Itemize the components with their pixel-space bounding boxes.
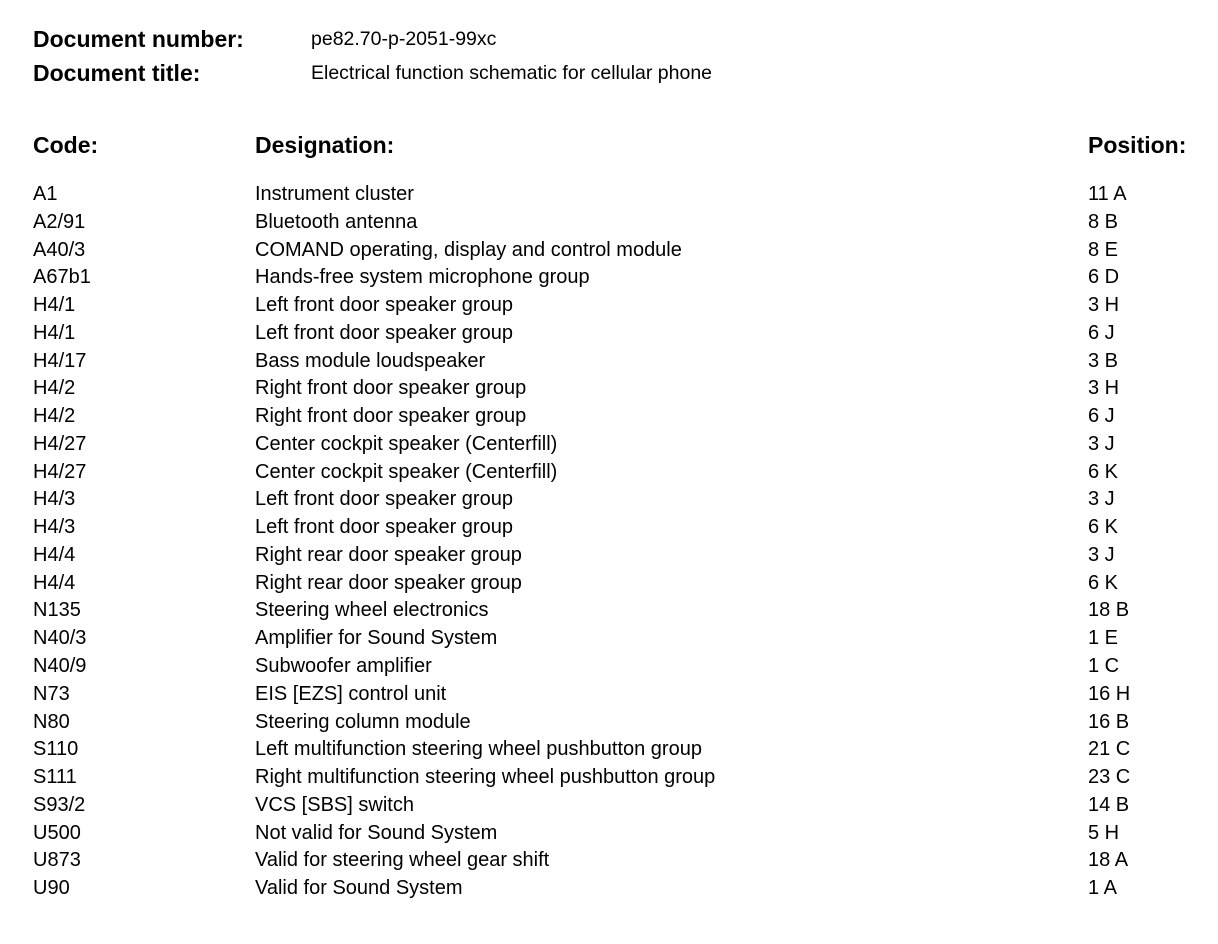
designation-cell: Steering wheel electronics — [255, 599, 489, 622]
table-row — [0, 820, 1218, 848]
code-cell: A2/91 — [33, 210, 86, 233]
position-cell: 14 B — [1088, 793, 1130, 816]
document-title-label: Document title: — [33, 60, 201, 86]
code-cell: H4/27 — [33, 432, 87, 455]
designation-cell: VCS [SBS] switch — [255, 793, 414, 816]
table-row — [0, 237, 1218, 265]
position-cell: 3 H — [1088, 377, 1120, 400]
code-cell: A40/3 — [33, 238, 86, 261]
position-cell: 21 C — [1088, 738, 1131, 761]
position-cell: 18 A — [1088, 849, 1129, 872]
code-cell: S111 — [33, 766, 77, 789]
designation-cell: Left multifunction steering wheel pushbutton group — [255, 738, 702, 761]
position-cell: 1 A — [1088, 877, 1117, 900]
position-cell: 16 B — [1088, 710, 1130, 733]
designation-cell: Bluetooth antenna — [255, 210, 418, 233]
document-title-value: Electrical function schematic for cellular phone — [311, 62, 713, 84]
code-cell: H4/4 — [33, 571, 76, 594]
position-cell: 3 J — [1088, 432, 1115, 455]
position-cell: 1 C — [1088, 655, 1120, 678]
designation-cell: Subwoofer amplifier — [255, 655, 432, 678]
position-cell: 3 J — [1088, 488, 1115, 511]
table-row — [0, 597, 1218, 625]
code-cell: H4/2 — [33, 377, 76, 400]
position-cell: 8 E — [1088, 238, 1119, 261]
code-cell: N40/9 — [33, 655, 87, 678]
position-cell: 16 H — [1088, 682, 1131, 705]
designation-cell: Not valid for Sound System — [255, 821, 498, 844]
code-cell: U873 — [33, 849, 81, 872]
code-cell: S110 — [33, 738, 79, 761]
position-column-header: Position: — [1088, 132, 1187, 158]
table-row — [0, 264, 1218, 292]
code-cell: N40/3 — [33, 627, 87, 650]
designation-cell: Valid for steering wheel gear shift — [255, 849, 550, 872]
designation-cell: Left front door speaker group — [255, 488, 513, 511]
table-row — [0, 875, 1218, 903]
table-row — [0, 459, 1218, 487]
table-row — [0, 181, 1218, 209]
position-cell: 3 B — [1088, 349, 1119, 372]
table-row — [0, 486, 1218, 514]
designation-cell: Steering column module — [255, 710, 471, 733]
designation-cell: Right multifunction steering wheel pushbutton group — [255, 766, 716, 789]
position-cell: 5 H — [1088, 821, 1120, 844]
table-row — [0, 209, 1218, 237]
designation-cell: Left front door speaker group — [255, 516, 513, 539]
table-row — [0, 348, 1218, 376]
code-cell: N73 — [33, 682, 70, 705]
designation-cell: Right front door speaker group — [255, 377, 527, 400]
table-row — [0, 847, 1218, 875]
code-cell: N80 — [33, 710, 70, 733]
document-number-value: pe82.70-p-2051-99xc — [311, 28, 497, 50]
designation-column-header: Designation: — [255, 132, 395, 158]
code-cell: A67b1 — [33, 266, 91, 289]
code-cell: H4/2 — [33, 405, 76, 428]
document-number-label: Document number: — [33, 26, 244, 52]
designation-cell: Bass module loudspeaker — [255, 349, 486, 372]
code-cell: H4/3 — [33, 516, 76, 539]
code-cell: U90 — [33, 877, 70, 900]
table-row — [0, 514, 1218, 542]
designation-cell: Right rear door speaker group — [255, 543, 522, 566]
code-cell: H4/3 — [33, 488, 76, 511]
designation-cell: Hands-free system microphone group — [255, 266, 590, 289]
table-row — [0, 320, 1218, 348]
code-cell: N135 — [33, 599, 81, 622]
designation-cell: Amplifier for Sound System — [255, 627, 498, 650]
designation-cell: Center cockpit speaker (Centerfill) — [255, 460, 558, 483]
position-cell: 3 H — [1088, 294, 1120, 317]
position-cell: 6 J — [1088, 321, 1115, 344]
table-row — [0, 403, 1218, 431]
position-cell: 18 B — [1088, 599, 1130, 622]
designation-cell: Instrument cluster — [255, 183, 414, 205]
designation-cell: Left front door speaker group — [255, 294, 513, 317]
code-cell: H4/17 — [33, 349, 87, 372]
table-row — [0, 736, 1218, 764]
table-row — [0, 792, 1218, 820]
code-cell: S93/2 — [33, 793, 86, 816]
table-row — [0, 709, 1218, 737]
position-cell: 3 J — [1088, 543, 1115, 566]
position-cell: 11 A — [1088, 183, 1127, 205]
position-cell: 1 E — [1088, 627, 1119, 650]
designation-cell: Valid for Sound System — [255, 877, 463, 900]
position-cell: 6 K — [1088, 571, 1119, 594]
designation-cell: Left front door speaker group — [255, 321, 513, 344]
code-cell: U500 — [33, 821, 81, 844]
code-cell: H4/1 — [33, 321, 76, 344]
table-row — [0, 292, 1218, 320]
position-cell: 6 K — [1088, 460, 1119, 483]
designation-cell: COMAND operating, display and control module — [255, 238, 682, 261]
designation-cell: EIS [EZS] control unit — [255, 682, 447, 705]
table-row — [0, 625, 1218, 653]
position-cell: 23 C — [1088, 766, 1131, 789]
position-cell: 6 K — [1088, 516, 1119, 539]
table-row — [0, 375, 1218, 403]
table-row — [0, 570, 1218, 598]
designation-cell: Right front door speaker group — [255, 405, 527, 428]
position-cell: 8 B — [1088, 210, 1119, 233]
code-cell: H4/27 — [33, 460, 87, 483]
designation-cell: Right rear door speaker group — [255, 571, 522, 594]
table-row — [0, 653, 1218, 681]
table-row — [0, 542, 1218, 570]
code-cell: A1 — [33, 183, 58, 205]
table-row — [0, 431, 1218, 459]
position-cell: 6 D — [1088, 266, 1120, 289]
code-column-header: Code: — [33, 132, 99, 158]
table-row — [0, 681, 1218, 709]
designation-table — [0, 181, 1218, 903]
table-row — [0, 764, 1218, 792]
code-cell: H4/4 — [33, 543, 76, 566]
position-cell: 6 J — [1088, 405, 1115, 428]
designation-cell: Center cockpit speaker (Centerfill) — [255, 432, 558, 455]
code-cell: H4/1 — [33, 294, 76, 317]
